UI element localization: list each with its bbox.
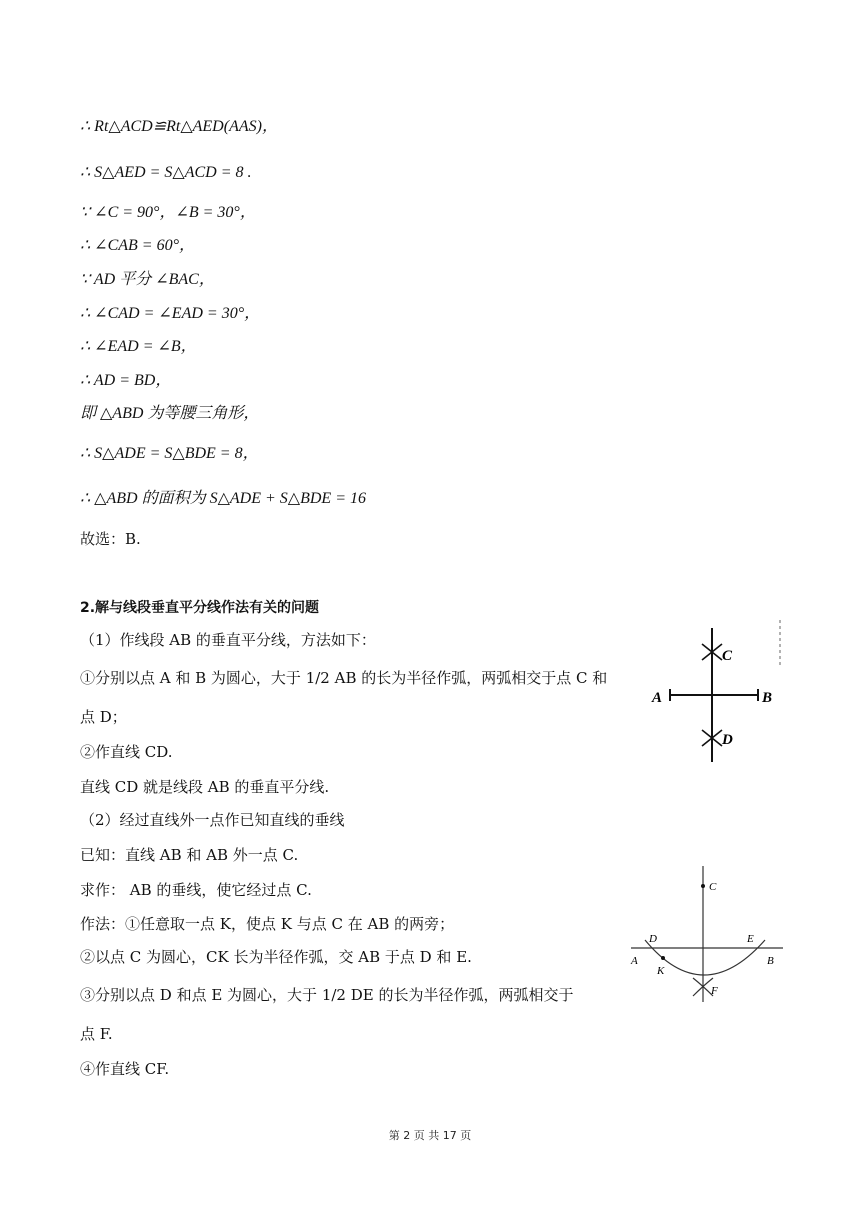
section-line-7: 已知：直线 AB 和 AB 外一点 C. — [80, 846, 299, 864]
proof-line-2: ∴ S△AED = S△ACD = 8 . — [80, 164, 252, 181]
section-line-11: ③分别以点 D 和点 E 为圆心，大于 1/2 DE 的长为半径作弧，两弧相交于 — [80, 986, 574, 1004]
fig2-label-a: A — [631, 955, 638, 967]
proof-line-8: ∴ AD = BD， — [80, 372, 172, 389]
fig2-label-e: E — [747, 933, 754, 945]
fig1-label-b: B — [762, 690, 773, 706]
fig1-label-c: C — [722, 648, 733, 664]
fig1-label-d: D — [722, 732, 733, 748]
section-line-3: 点 D； — [80, 708, 127, 726]
section-line-1: （1）作线段 AB 的垂直平分线，方法如下： — [80, 631, 376, 649]
proof-line-11: ∴ △ABD 的面积为 S△ADE + S△BDE = 16 — [80, 490, 366, 507]
fig2-label-c: C — [709, 881, 717, 893]
section-line-5: 直线 CD 就是线段 AB 的垂直平分线. — [80, 778, 330, 796]
section-line-13: ④作直线 CF. — [80, 1060, 170, 1078]
fig2-label-b: B — [767, 955, 774, 967]
proof-line-9: 即 △ABD 为等腰三角形， — [80, 405, 260, 422]
fig2-label-k: K — [657, 965, 665, 977]
fig2-label-f: F — [711, 985, 718, 997]
proof-line-6: ∴ ∠CAD = ∠EAD = 30°， — [80, 305, 261, 322]
section-line-9: 作法：①任意取一点 K，使点 K 与点 C 在 AB 的两旁； — [80, 915, 455, 933]
perpendicular-bisector-figure — [640, 620, 790, 770]
proof-line-1: ∴ Rt△ACD≌Rt△AED(AAS)， — [80, 118, 278, 135]
proof-line-5: ∵ AD 平分 ∠BAC， — [80, 271, 215, 288]
proof-line-4: ∴ ∠CAB = 60°， — [80, 237, 196, 254]
proof-line-3: ∵ ∠C = 90°，∠B = 30°， — [80, 204, 256, 221]
section-line-6: （2）经过直线外一点作已知直线的垂线 — [80, 811, 345, 829]
perpendicular-line-figure — [625, 860, 790, 1010]
section-line-12: 点 F. — [80, 1025, 113, 1043]
proof-line-7: ∴ ∠EAD = ∠B， — [80, 338, 197, 355]
page-footer: 第 2 页 共 17 页 — [388, 1129, 472, 1142]
fig1-label-a: A — [652, 690, 663, 706]
section-line-8: 求作： AB 的垂线，使它经过点 C. — [80, 881, 312, 899]
section-line-2: ①分别以点 A 和 B 为圆心，大于 1/2 AB 的长为半径作弧，两弧相交于点 C 和 — [80, 669, 608, 687]
proof-conclusion: 故选：B. — [80, 530, 141, 548]
fig2-label-d: D — [649, 933, 657, 945]
section-title: 2.解与线段垂直平分线作法有关的问题 — [80, 600, 320, 616]
proof-line-10: ∴ S△ADE = S△BDE = 8， — [80, 445, 259, 462]
section-line-4: ②作直线 CD. — [80, 743, 173, 761]
section-line-10: ②以点 C 为圆心，CK 长为半径作弧，交 AB 于点 D 和 E. — [80, 948, 472, 966]
